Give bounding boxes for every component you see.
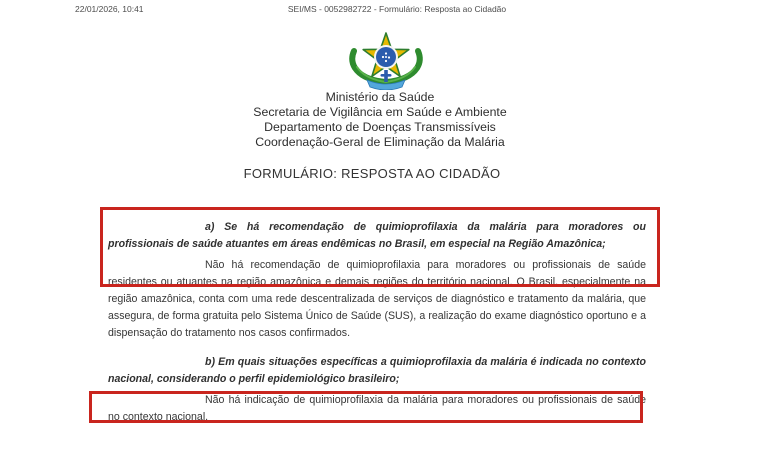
print-timestamp: 22/01/2026, 10:41 bbox=[75, 4, 144, 14]
org-line-secretariat: Secretaria de Vigilância em Saúde e Ambiente bbox=[253, 105, 507, 119]
answer-b: Não há indicação de quimioprofilaxia da malária para moradores ou profissionais de saúde no contexto nacional. bbox=[108, 394, 646, 423]
org-line-coordination: Coordenação-Geral de Eliminação da Malária bbox=[255, 135, 505, 149]
org-line-department: Departamento de Doenças Transmissíveis bbox=[264, 120, 496, 134]
print-header bbox=[0, 4, 780, 16]
org-line-ministry: Ministério da Saúde bbox=[325, 90, 435, 104]
form-title: FORMULÁRIO: RESPOSTA AO CIDADÃO bbox=[243, 166, 501, 181]
answer-a: Não há recomendação de quimioprofilaxia para moradores ou profissionais de saúde residentes ou atuantes na região amazônica e demais regiões do território nacional. O Brasil, especialmente na região amazônica, conta com uma rede descentralizada de serviços de diagnóstico e tratamento da malária, que assegura, de forma gratuita pelo Sistema Único de Saúde (SUS), a realização do exame diagnóstico oportuno e a dispensação do tratamento nos casos confirmados. bbox=[108, 259, 646, 339]
question-a: a) Se há recomendação de quimioprofilaxia da malária para moradores ou profissionais de saúde atuantes em áreas endêmicas no Brasil, em especial na Região Amazônica; bbox=[108, 221, 646, 250]
document-body bbox=[108, 219, 646, 426]
document-reference: SEI/MS - 0052982722 - Formulário: Resposta ao Cidadão bbox=[287, 4, 507, 14]
org-header bbox=[0, 90, 760, 150]
question-b: b) Em quais situações específicas a quimioprofilaxia da malária é indicada no contexto nacional, considerando o perfil epidemiológico brasileiro; bbox=[108, 356, 646, 385]
brazil-coat-of-arms-icon bbox=[341, 30, 431, 90]
